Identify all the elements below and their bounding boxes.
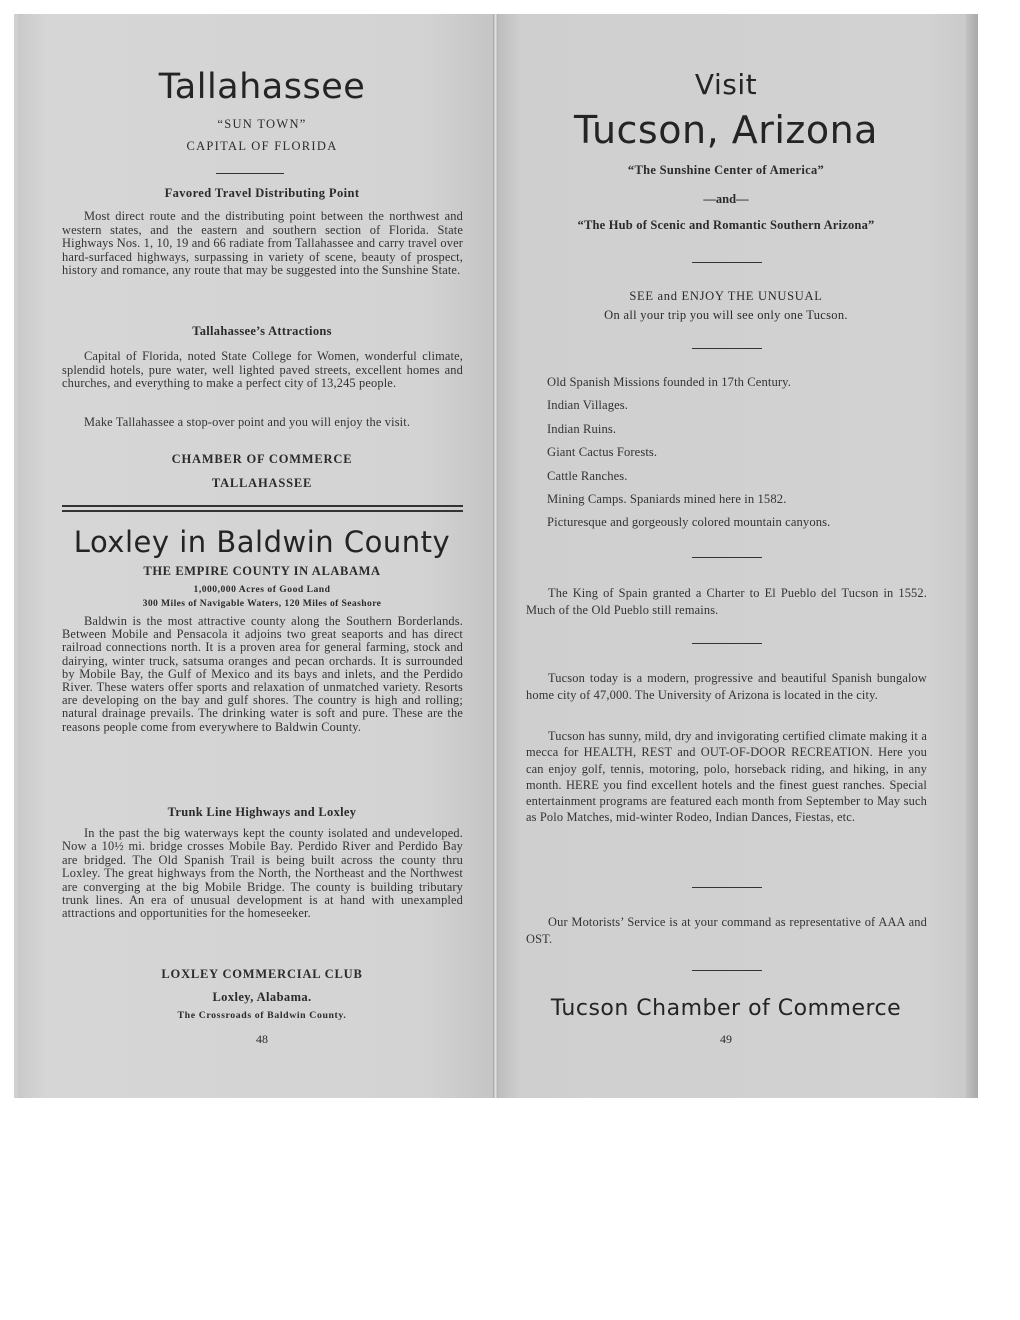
divider bbox=[692, 643, 762, 644]
page-gutter bbox=[493, 14, 498, 1098]
divider bbox=[692, 557, 762, 558]
tagline: “The Hub of Scenic and Romantic Southern Arizona” bbox=[577, 218, 875, 232]
see-enjoy: SEE and ENJOY THE UNUSUAL bbox=[629, 289, 823, 303]
list-item: Giant Cactus Forests. bbox=[547, 445, 658, 460]
list-item: Cattle Ranches. bbox=[547, 468, 628, 483]
signoff-line: The Crossroads of Baldwin County. bbox=[177, 1010, 347, 1021]
section-heading: Trunk Line Highways and Loxley bbox=[167, 805, 357, 819]
list-item: Old Spanish Missions founded in 17th Century. bbox=[547, 375, 792, 389]
signoff-line: Loxley, Alabama. bbox=[212, 990, 312, 1004]
page-edge bbox=[966, 14, 978, 1098]
paragraph: In the past the big waterways kept the county isolated and undeveloped. Now a 10½ mi. bridge crosses Mobile Bay. Perdido River and Perdido Bay are bridged. The Old Spanish Trail is being built across the county thru Loxley. The great highways from the North, the Northeast and the Northwest are converging at the big Mobile Bridge. The county is building tributary trunk lines. An era of unusual development is at hand with unexampled attractions and opportunities for the homeseeker. bbox=[62, 826, 463, 921]
paragraph: Tucson today is a modern, progressive and beautiful Spanish bungalow home city of 47,000. The University of Arizona is located in the city. bbox=[526, 671, 927, 702]
signoff-line: TALLAHASSEE bbox=[211, 476, 313, 490]
divider bbox=[692, 262, 762, 263]
loxley-stat: 300 Miles of Navigable Waters, 120 Miles of Seashore bbox=[142, 598, 382, 609]
signoff-line: LOXLEY COMMERCIAL CLUB bbox=[161, 967, 363, 981]
list-item: Mining Camps. Spaniards mined here in 1582. bbox=[547, 491, 787, 506]
tucson-signoff: Tucson Chamber of Commerce bbox=[550, 996, 902, 1021]
divider bbox=[692, 970, 762, 971]
tallahassee-capital: CAPITAL OF FLORIDA bbox=[186, 139, 338, 153]
divider bbox=[692, 348, 762, 349]
list-item: Indian Villages. bbox=[547, 398, 629, 413]
double-rule bbox=[62, 510, 463, 512]
tallahassee-title: Tallahassee bbox=[158, 67, 366, 107]
page-number: 49 bbox=[720, 1032, 732, 1046]
divider bbox=[692, 887, 762, 888]
loxley-title: Loxley in Baldwin County bbox=[73, 525, 451, 559]
attractions-list bbox=[547, 371, 917, 535]
page-number: 48 bbox=[256, 1032, 268, 1046]
visit-heading: Visit bbox=[694, 68, 758, 101]
loxley-stat: 1,000,000 Acres of Good Land bbox=[193, 584, 331, 595]
tagline: “The Sunshine Center of America” bbox=[627, 163, 825, 177]
tallahassee-subtitle: “SUN TOWN” bbox=[217, 117, 307, 131]
double-rule bbox=[62, 505, 463, 507]
list-item: Indian Ruins. bbox=[547, 421, 617, 436]
list-item: Picturesque and gorgeously colored mountain canyons. bbox=[547, 515, 831, 530]
paragraph: Make Tallahassee a stop-over point and you will enjoy the visit. bbox=[84, 415, 411, 429]
paragraph: Tucson has sunny, mild, dry and invigorating certified climate making it a mecca for HEALTH, REST and OUT-OF-DOOR RECREATION. Here you can enjoy golf, tennis, motoring, polo, horseback riding, and hiking, in any month. HERE you find excellent hotels and the finest guest ranches. Special entertainment programs are featured each month from September to May such as Polo Matches, mid-winter Rodeo, Indian Dances, Fiestas, etc. bbox=[526, 729, 927, 825]
tucson-title: Tucson, Arizona bbox=[574, 108, 878, 152]
only-one-tucson: On all your trip you will see only one Tucson. bbox=[604, 308, 848, 322]
paragraph: Our Motorists’ Service is at your command as representative of AAA and OST. bbox=[526, 915, 927, 946]
and-separator: —and— bbox=[703, 192, 749, 206]
section-heading: Favored Travel Distributing Point bbox=[164, 186, 360, 200]
paragraph: Capital of Florida, noted State College for Women, wonderful climate, splendid hotels, pure water, well lighted paved streets, excellent homes and churches, and everything to make a perfect city of 13,245 people. bbox=[62, 349, 463, 391]
section-heading: Tallahassee’s Attractions bbox=[192, 324, 332, 338]
loxley-subtitle: THE EMPIRE COUNTY IN ALABAMA bbox=[143, 564, 381, 578]
paragraph: Most direct route and the distributing point between the northwest and western states, and the eastern and southern section of Florida. State Highways Nos. 1, 10, 19 and 66 radiate from Tallahassee and carry travel over hard-surfaced highways, surpassing in variety of scene, beauty of prospect, history and romance, any route that may be suggested into the Sunshine State. bbox=[62, 209, 463, 278]
divider bbox=[216, 173, 284, 174]
paragraph: Baldwin is the most attractive county along the Southern Borderlands. Between Mobile and Pensacola it adjoins two great seaports and has direct railroad connections north. It is a proven area for general farming, stock and dairying, winter truck, satsuma oranges and pecan orchards. It is surrounded by Mobile Bay, the Gulf of Mexico and its bays and inlets, and the Perdido River. These waters offer sports and relaxation of unmatched variety. Resorts are developing on the bay and gulf shores. The country is high and rolling; natural drainage prevails. The drinking water is soft and pure. These are the reasons people come from everywhere to Baldwin County. bbox=[62, 614, 463, 734]
signoff-line: CHAMBER OF COMMERCE bbox=[171, 452, 353, 466]
paragraph: The King of Spain granted a Charter to El Pueblo del Tucson in 1552. Much of the Old Pueblo still remains. bbox=[526, 586, 927, 617]
